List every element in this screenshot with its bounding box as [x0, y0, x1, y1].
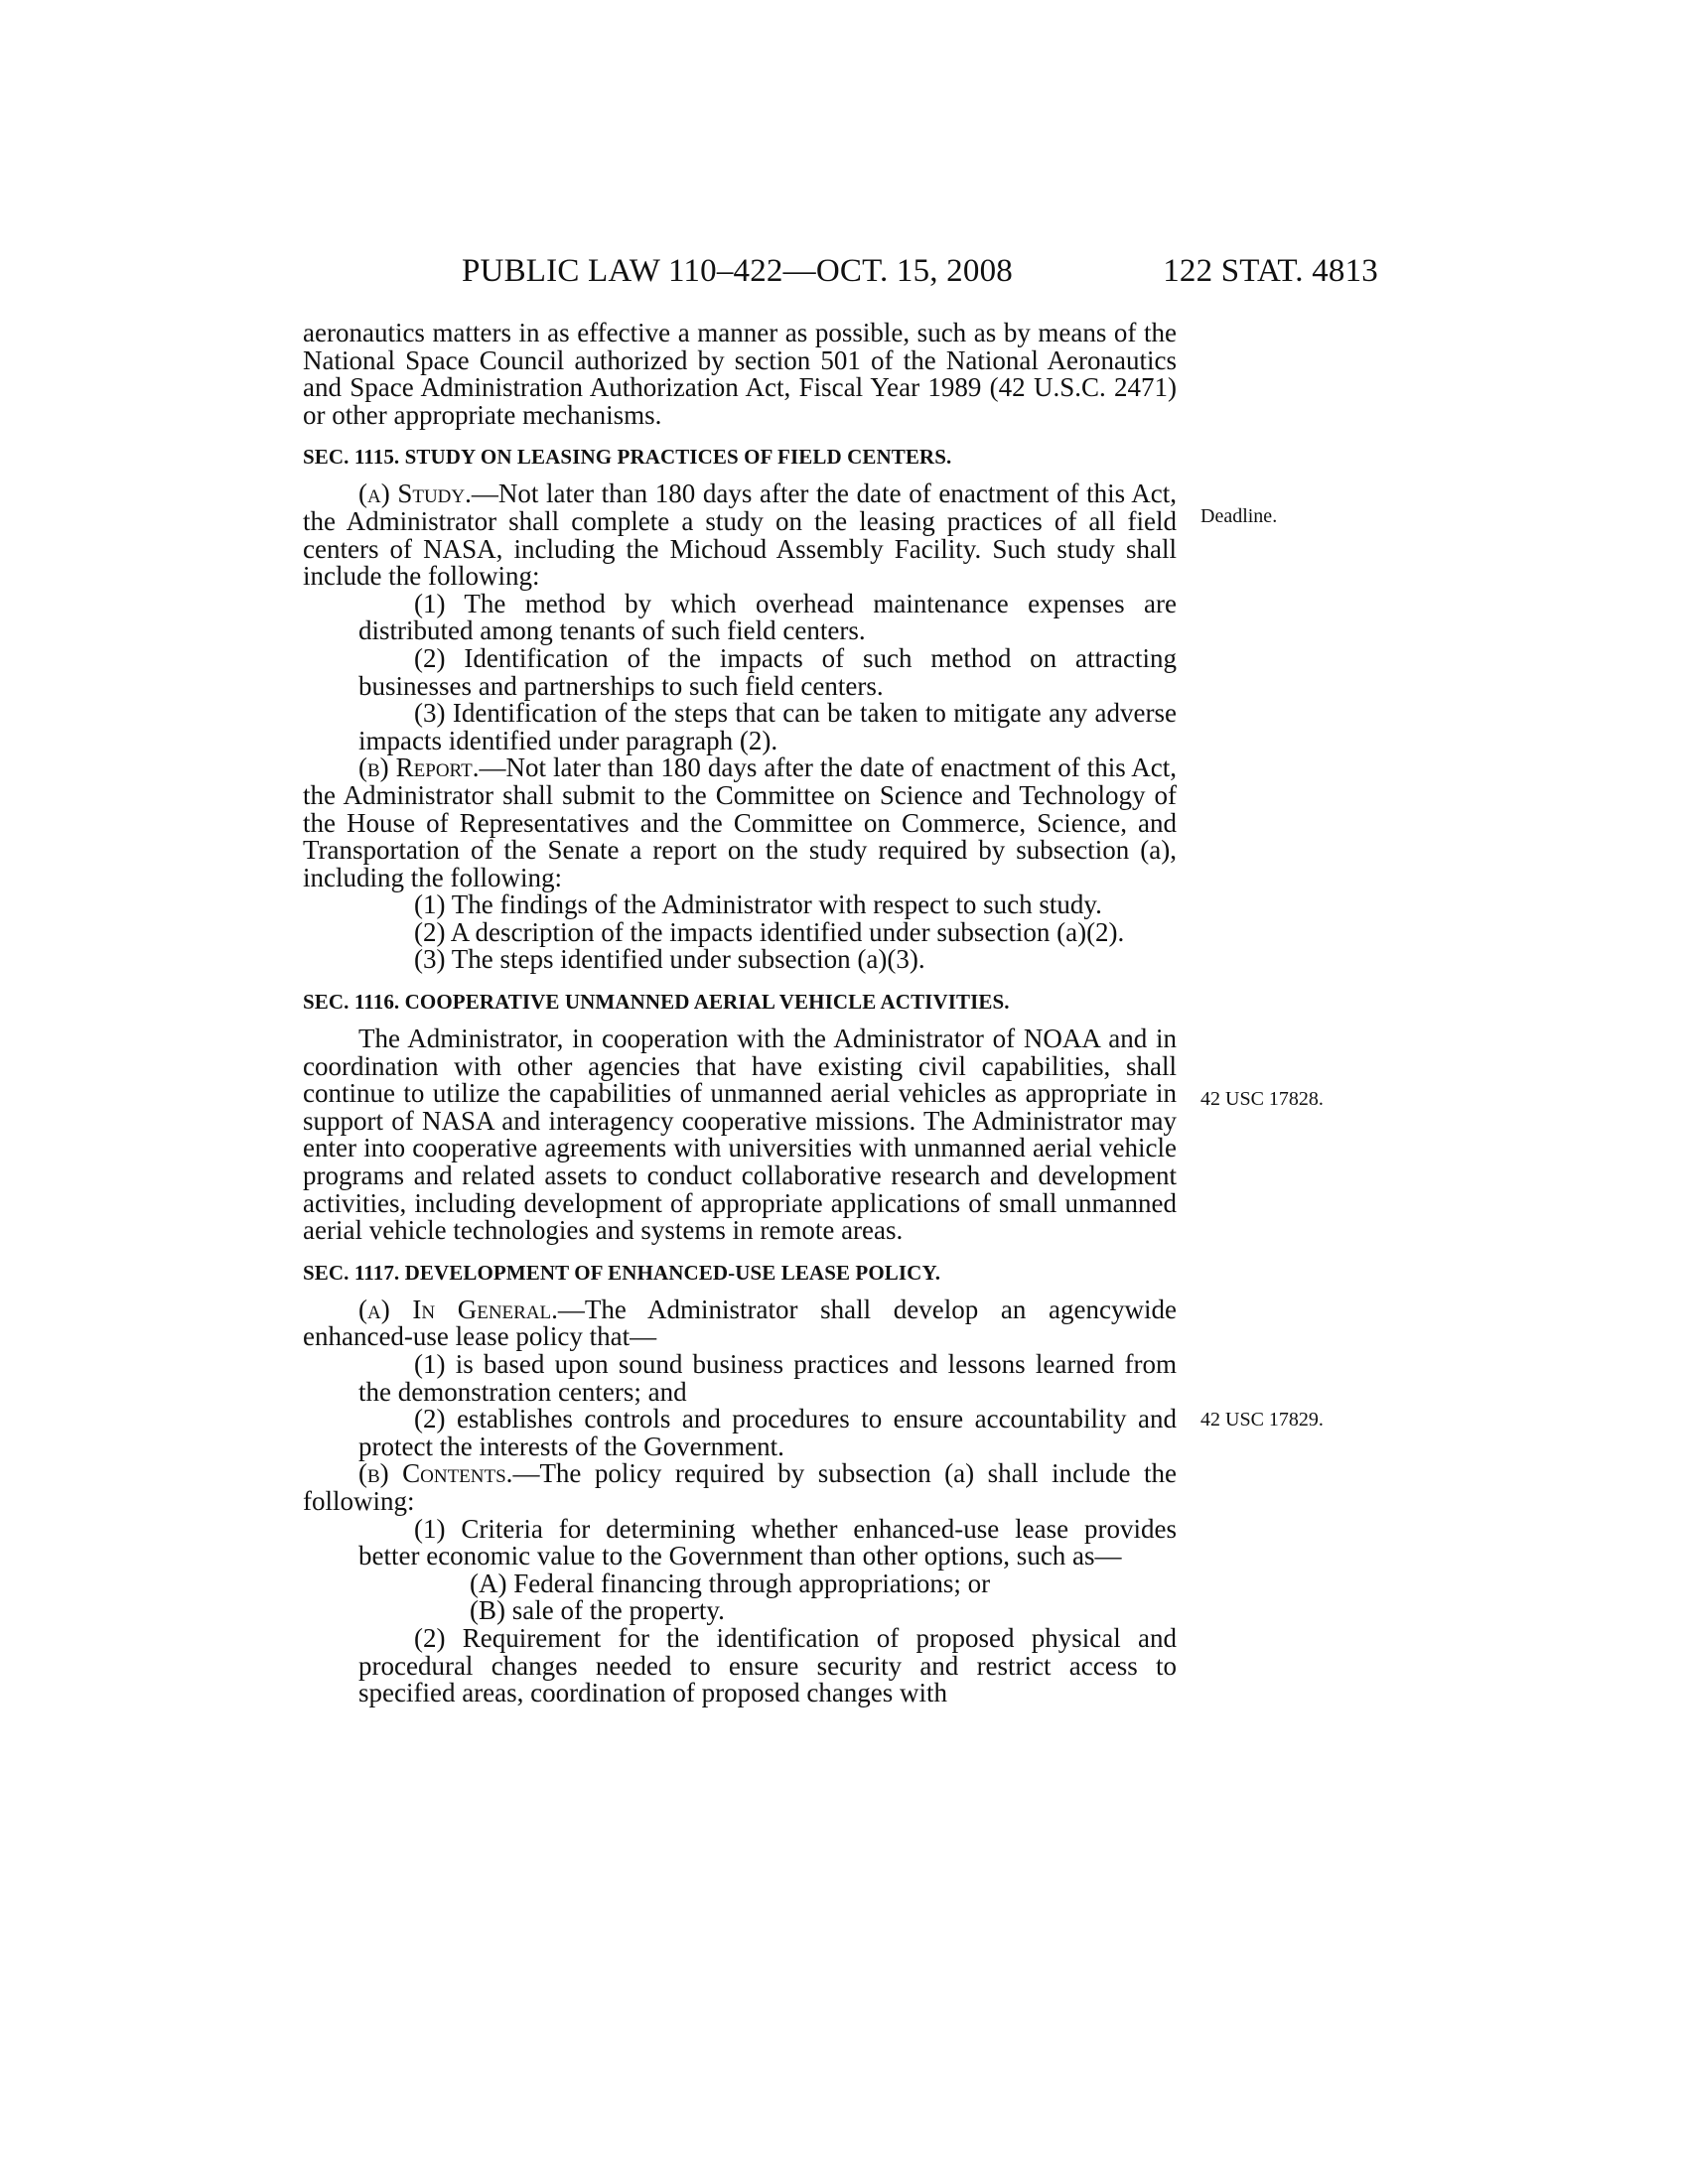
sec1117-a-paragraph-1: (1) is based upon sound business practices and lessons learned from the demonstration centers; and — [358, 1349, 1177, 1407]
carry-over-paragraph: aeronautics matters in as effective a manner as possible, such as by means of the National Space Council authorized by section 501 of the National Aeronautics and Space Administration Authorization Act, Fiscal Year 1989 (42 U.S.C. 2471) or other appropriate mechanisms. — [303, 318, 1177, 430]
sec1115-b-label: (b) Report. — [358, 752, 480, 783]
sec1117-subsection-b — [303, 1460, 1177, 1515]
sec1115-b-paragraph-2: (2) A description of the impacts identified under subsection (a)(2). — [414, 916, 1125, 947]
sec1115-a-paragraph-1: (1) The method by which overhead maintenance expenses are distributed among tenants of such field centers. — [358, 588, 1177, 646]
sec1115-subsection-b — [303, 754, 1177, 891]
section-heading-1116: SEC. 1116. COOPERATIVE UNMANNED AERIAL VEHICLE ACTIVITIES. — [303, 990, 1010, 1015]
sec1117-a-text: —The Administrator shall develop an agencywide enhanced-use lease policy that— — [303, 1294, 1177, 1352]
sec1116-paragraph: The Administrator, in cooperation with the Administrator of NOAA and in coordination with other agencies that have existing civil capabilities, shall continue to utilize the capabilities of unmanned aerial vehicles as appropriate in support of NASA and interagency cooperative missions. The Administrator may enter into cooperative agreements with universities with unmanned aerial vehicle programs and related assets to conduct collaborative research and development activities, including development of appropriate applications of small unmanned aerial vehicle technologies and systems in remote areas. — [303, 1024, 1177, 1246]
sec1115-a-paragraph-3: (3) Identification of the steps that can be taken to mitigate any adverse impacts identified under paragraph (2). — [358, 698, 1177, 755]
sec1115-a-text: —Not later than 180 days after the date of enactment of this Act, the Administrator shall complete a study on the leasing practices of all field centers of NASA, including the Michoud Assembly Facility. Such study shall include the following: — [303, 478, 1177, 592]
sec1117-b1-subparagraph-a: (A) Federal financing through appropriations; or — [470, 1568, 991, 1598]
margin-note-deadline: Deadline. — [1200, 505, 1278, 527]
sec1117-a-paragraph-2: (2) establishes controls and procedures to ensure accountability and protect the interests of the Government. — [358, 1404, 1177, 1461]
sec1115-subsection-a — [303, 480, 1177, 590]
running-head-title: PUBLIC LAW 110–422—OCT. 15, 2008 — [462, 253, 1013, 289]
sec1115-b-text: —Not later than 180 days after the date of enactment of this Act, the Administrator shall submit to the Committee on Science and Technology of the House of Representatives and the Committee on Commerce, Science, and Transportation of the Senate a report on the study required by subsection (a), including the following: — [303, 752, 1177, 892]
section-heading-1115: SEC. 1115. STUDY ON LEASING PRACTICES OF FIELD CENTERS. — [303, 445, 952, 470]
section-heading-1117: SEC. 1117. DEVELOPMENT OF ENHANCED-USE LEASE POLICY. — [303, 1260, 941, 1285]
document-body — [303, 320, 1177, 1707]
sec1115-a-label: (a) Study. — [358, 478, 472, 509]
sec1117-a-label: (a) In General. — [358, 1294, 558, 1324]
sec1115-b-paragraph-1: (1) The findings of the Administrator with respect to such study. — [414, 889, 1102, 920]
sec1115-b-paragraph-3: (3) The steps identified under subsection (a)(3). — [414, 944, 925, 975]
sec1117-b-label: (b) Contents. — [358, 1458, 513, 1489]
sec1117-b1-subparagraph-b: (B) sale of the property. — [470, 1595, 725, 1626]
margin-note-usc-1117: 42 USC 17829. — [1200, 1409, 1324, 1431]
sec1117-b-text: —The policy required by subsection (a) shall include the following: — [303, 1458, 1177, 1516]
margin-note-usc-1116: 42 USC 17828. — [1200, 1088, 1324, 1110]
running-head-page-number: 122 STAT. 4813 — [1163, 253, 1378, 289]
sec1115-a-paragraph-2: (2) Identification of the impacts of such method on attracting businesses and partnerships to such field centers. — [358, 642, 1177, 701]
sec1117-subsection-a — [303, 1294, 1177, 1352]
sec1117-b-paragraph-2: (2) Requirement for the identification of proposed physical and procedural changes needed to ensure security and restrict access to specified areas, coordination of proposed changes with — [358, 1622, 1177, 1708]
sec1117-b-paragraph-1: (1) Criteria for determining whether enhanced-use lease provides better economic value to the Government than other options, such as— — [358, 1513, 1177, 1571]
